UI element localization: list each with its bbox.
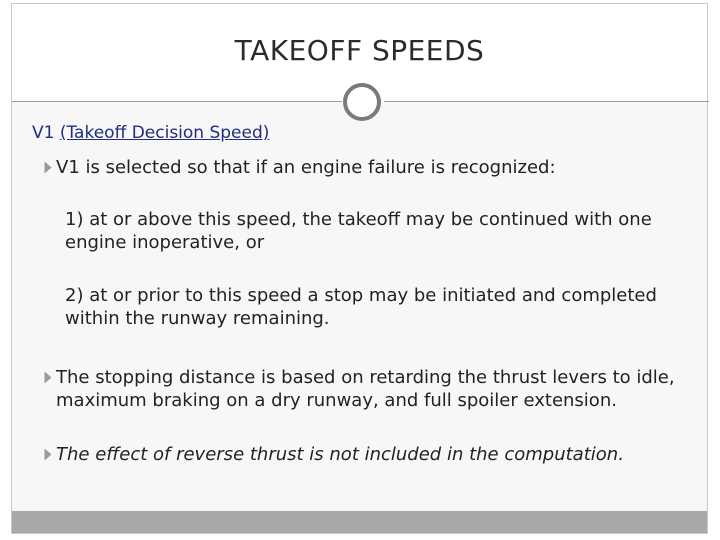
slide-title: TAKEOFF SPEEDS: [234, 34, 485, 67]
sub-item-text: 2) at or prior to this speed a stop may be initiated and completed within the runway remaining.: [65, 285, 657, 329]
bullet-item: [42, 366, 696, 412]
heading-prefix: V1: [32, 123, 60, 143]
bullet-icon: [45, 372, 52, 384]
sub-item-text: 1) at or above this speed, the takeoff may be continued with one engine inoperative, or: [65, 209, 652, 253]
bullet-item: [42, 156, 696, 179]
heading-link[interactable]: (Takeoff Decision Speed): [59, 123, 270, 143]
title-divider-left: [12, 101, 342, 102]
bullet-text: The stopping distance is based on retarding the thrust levers to idle, maximum braking on a dry runway, and full spoiler extension.: [56, 367, 675, 411]
footer-bar: [12, 511, 707, 533]
section-heading: [32, 123, 269, 143]
sub-item: [65, 284, 705, 330]
bullet-text: The effect of reverse thrust is not included in the computation.: [56, 444, 624, 465]
title-divider-right: [384, 101, 709, 102]
bullet-text: V1 is selected so that if an engine failure is recognized:: [56, 157, 556, 178]
bullet-icon: [45, 162, 52, 174]
bullet-item: [42, 443, 696, 466]
bullet-icon: [45, 449, 52, 461]
sub-item: [65, 208, 705, 254]
slide: [11, 3, 708, 534]
circle-ornament-icon: [343, 83, 381, 121]
